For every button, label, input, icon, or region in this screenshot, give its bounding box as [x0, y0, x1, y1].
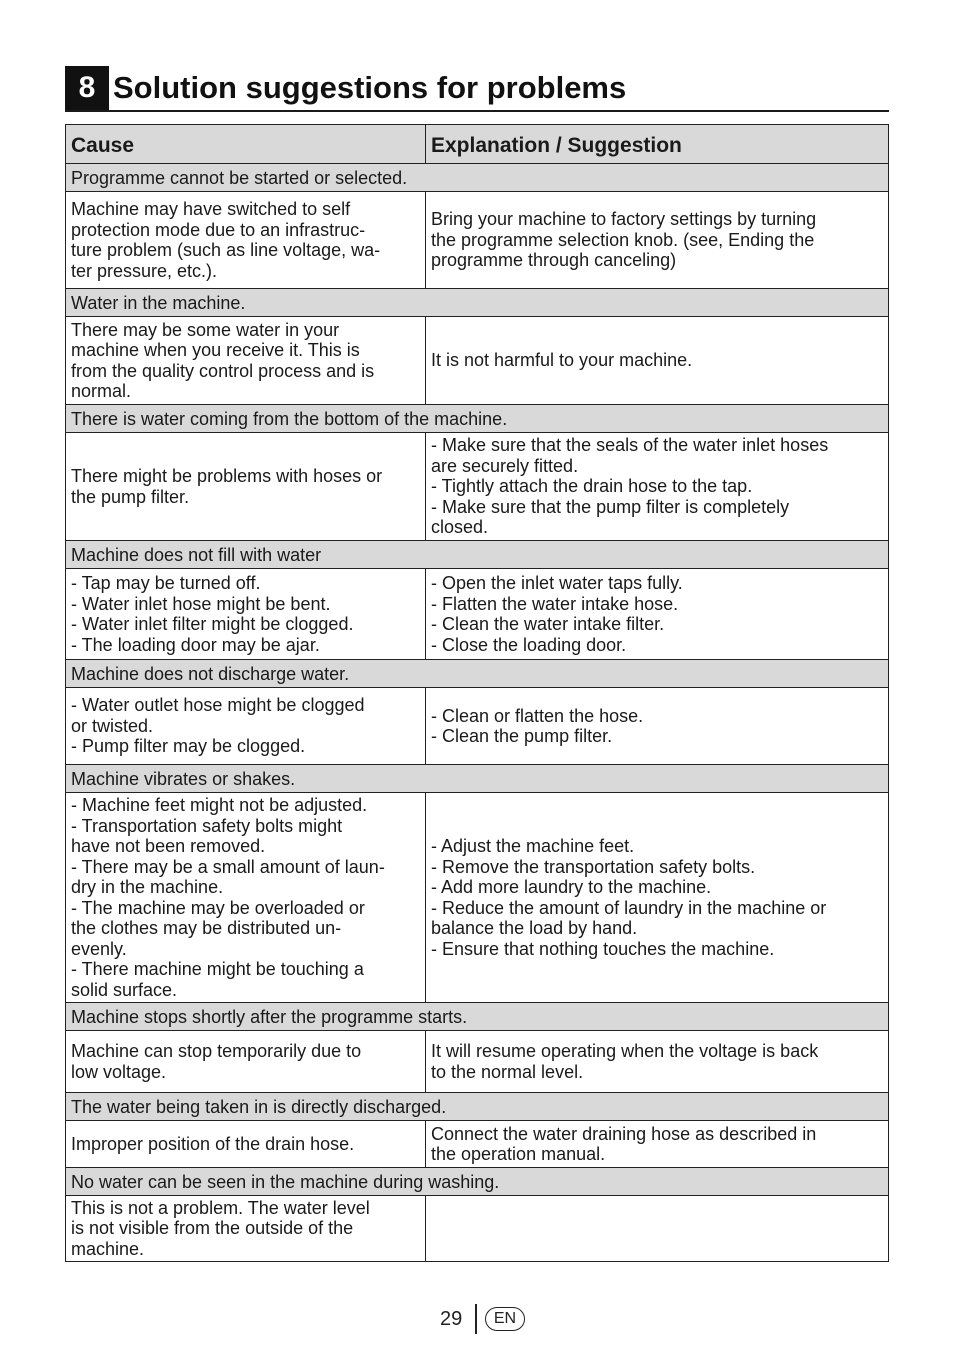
- problem-title: No water can be seen in the machine during washing.: [66, 1168, 889, 1196]
- problem-title: Machine vibrates or shakes.: [66, 765, 889, 793]
- cause-cell: This is not a problem. The water level is not visible from the outside of the machine.: [66, 1196, 426, 1262]
- table-row: [66, 1196, 889, 1262]
- section-heading: [65, 66, 889, 112]
- language-badge: EN: [485, 1307, 525, 1331]
- cause-cell: - Water outlet hose might be clogged or twisted. - Pump filter may be clogged.: [66, 688, 426, 765]
- cause-cell: - Tap may be turned off. - Water inlet hose might be bent. - Water inlet filter might be clogged. - The loading door may be ajar.: [66, 569, 426, 660]
- suggestion-cell: - Adjust the machine feet. - Remove the transportation safety bolts. - Add more laundry to the machine. - Reduce the amount of laundry in the machine or balance the load by hand. - Ensure that nothing touches the machine.: [426, 793, 889, 1003]
- suggestion-cell: [426, 1196, 889, 1262]
- problem-row: [66, 1003, 889, 1031]
- problem-row: [66, 765, 889, 793]
- problem-title: Machine does not fill with water: [66, 541, 889, 569]
- table-row: [66, 688, 889, 765]
- table-row: [66, 1031, 889, 1093]
- table-row: [66, 569, 889, 660]
- problem-title: Programme cannot be started or selected.: [66, 164, 889, 192]
- cause-cell: Machine may have switched to self protection mode due to an infrastruc- ture problem (such as line voltage, wa- ter pressure, etc.).: [66, 192, 426, 289]
- problem-title: There is water coming from the bottom of the machine.: [66, 405, 889, 433]
- header-suggestion: Explanation / Suggestion: [426, 125, 889, 164]
- section-number: 8: [65, 66, 109, 110]
- cause-cell: - Machine feet might not be adjusted. - Transportation safety bolts might have not been removed. - There may be a small amount of laun- dry in the machine. - The machine may be overloaded or the clothes may be distributed un- evenly. - There machine might be touching a solid surface.: [66, 793, 426, 1003]
- footer-divider: [475, 1304, 477, 1334]
- table-row: [66, 192, 889, 289]
- table-row: [66, 793, 889, 1003]
- problem-row: [66, 164, 889, 192]
- suggestion-cell: Bring your machine to factory settings by turning the programme selection knob. (see, Ending the programme through canceling): [426, 192, 889, 289]
- suggestion-cell: Connect the water draining hose as described in the operation manual.: [426, 1121, 889, 1168]
- header-cause: Cause: [66, 125, 426, 164]
- suggestion-cell: - Make sure that the seals of the water inlet hoses are securely fitted. - Tightly attach the drain hose to the tap. - Make sure that the pump filter is completely closed.: [426, 433, 889, 541]
- cause-cell: There may be some water in your machine when you receive it. This is from the quality control process and is normal.: [66, 317, 426, 405]
- suggestion-cell: - Clean or flatten the hose. - Clean the pump filter.: [426, 688, 889, 765]
- troubleshooting-table: [65, 124, 889, 1262]
- problem-row: [66, 541, 889, 569]
- table-row: [66, 317, 889, 405]
- table-row: [66, 433, 889, 541]
- page-number: 29: [440, 1308, 463, 1330]
- problem-row: [66, 405, 889, 433]
- problem-row: [66, 660, 889, 688]
- suggestion-cell: It is not harmful to your machine.: [426, 317, 889, 405]
- problem-title: Machine stops shortly after the programme starts.: [66, 1003, 889, 1031]
- problem-row: [66, 1168, 889, 1196]
- problem-title: The water being taken in is directly discharged.: [66, 1093, 889, 1121]
- table-header-row: [66, 125, 889, 164]
- cause-cell: There might be problems with hoses or the pump filter.: [66, 433, 426, 541]
- problem-row: [66, 1093, 889, 1121]
- section-title: Solution suggestions for problems: [113, 70, 627, 105]
- cause-cell: Improper position of the drain hose.: [66, 1121, 426, 1168]
- table-row: [66, 1121, 889, 1168]
- problem-title: Water in the machine.: [66, 289, 889, 317]
- cause-cell: Machine can stop temporarily due to low voltage.: [66, 1031, 426, 1093]
- suggestion-cell: It will resume operating when the voltage is back to the normal level.: [426, 1031, 889, 1093]
- suggestion-cell: - Open the inlet water taps fully. - Flatten the water intake hose. - Clean the water intake filter. - Close the loading door.: [426, 569, 889, 660]
- problem-title: Machine does not discharge water.: [66, 660, 889, 688]
- problem-row: [66, 289, 889, 317]
